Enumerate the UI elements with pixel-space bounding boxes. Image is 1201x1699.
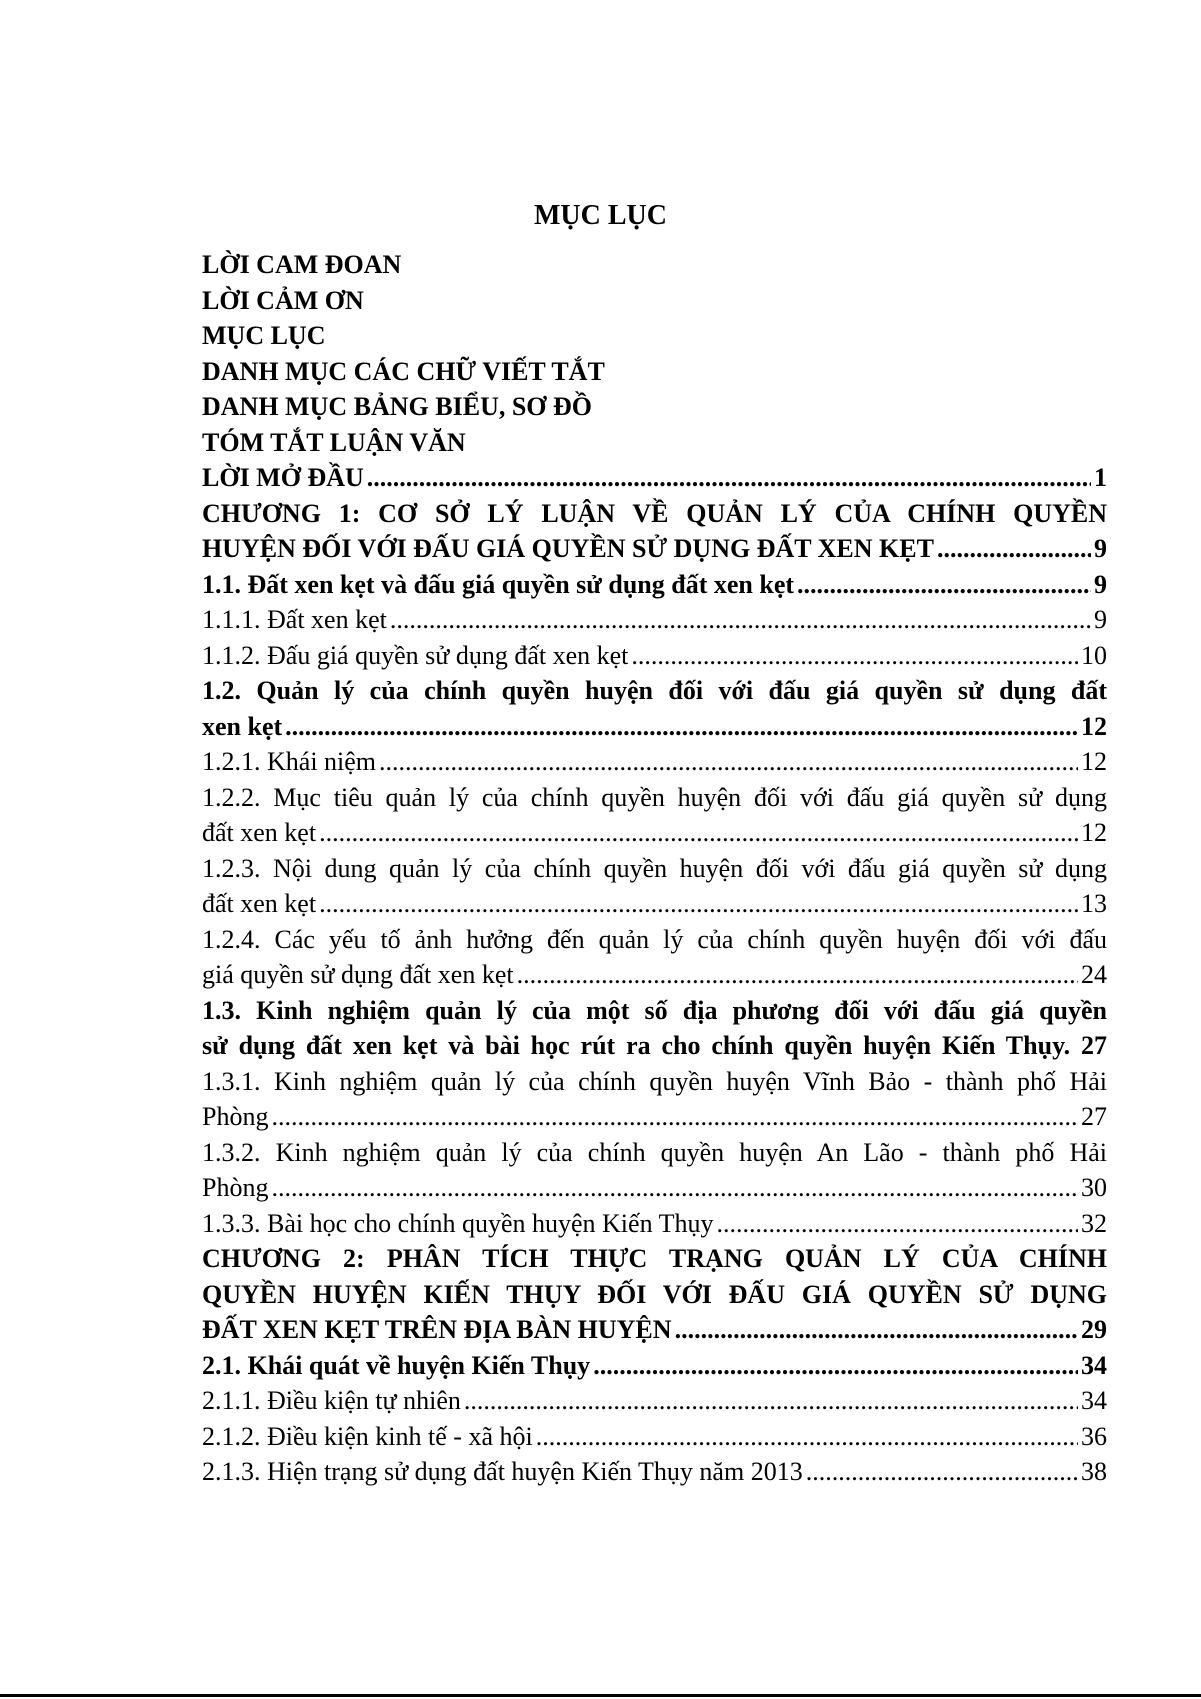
toc-entry xyxy=(202,389,1107,425)
toc-entry xyxy=(202,851,1107,887)
toc-page-number: 1 xyxy=(1094,463,1107,492)
toc-entry-text: LỜI CAM ĐOAN xyxy=(202,250,402,279)
toc-entry-text: MỤC LỤC xyxy=(202,321,326,350)
toc-page-number: 27 xyxy=(1081,1102,1107,1131)
toc-entry xyxy=(202,567,1107,603)
toc-entry-text: 1.3.2. Kinh nghiệm quản lý của chính quyền huyện An Lão - thành phố Hải xyxy=(202,1137,1107,1167)
toc-page-number: 24 xyxy=(1081,960,1107,989)
toc-page-number: 9 xyxy=(1094,605,1107,634)
toc-leader-dots xyxy=(464,1383,1078,1419)
toc-entry-text: xen kẹt xyxy=(202,711,283,741)
toc-entry-text: 1.1.2. Đấu giá quyền sử dụng đất xen kẹt xyxy=(202,640,629,670)
toc-page-number: 12 xyxy=(1081,818,1107,847)
toc-entry xyxy=(202,780,1107,816)
toc-entry-text: đất xen kẹt xyxy=(202,889,317,918)
toc-page-number: 36 xyxy=(1081,1421,1107,1451)
toc-entry xyxy=(202,815,1107,851)
toc-entry-text: QUYỀN HUYỆN KIẾN THỤY ĐỐI VỚI ĐẤU GIÁ QUYỀN SỬ DỤNG xyxy=(202,1279,1107,1309)
toc-entry xyxy=(202,1312,1107,1348)
toc-leader-dots xyxy=(517,957,1078,993)
toc-entry-text: 2.1.2. Điều kiện kinh tế - xã hội xyxy=(202,1421,533,1451)
toc-entry-text: 2.1. Khái quát về huyện Kiến Thụy xyxy=(202,1350,591,1380)
toc-entry xyxy=(202,1099,1107,1135)
toc-entry xyxy=(202,673,1107,709)
toc-entry xyxy=(202,531,1107,567)
toc-page-number: 34 xyxy=(1081,1350,1107,1380)
toc-entry xyxy=(202,1064,1107,1100)
toc-entry xyxy=(202,1454,1107,1490)
toc-leader-dots xyxy=(390,602,1091,638)
toc-entry xyxy=(202,354,1107,390)
toc-entry-text: 1.2.4. Các yếu tố ảnh hưởng đến quản lý của chính quyền huyện đối với đấu xyxy=(202,924,1107,954)
toc-page-number: 32 xyxy=(1081,1208,1107,1238)
toc-entry-text: DANH MỤC CÁC CHỮ VIẾT TẮT xyxy=(202,356,605,386)
toc-entry-text: 1.2.3. Nội dung quản lý của chính quyền huyện đối với đấu giá quyền sử dụng xyxy=(202,853,1107,883)
toc-entry xyxy=(202,1206,1107,1242)
toc-entry-text: CHƯƠNG 2: PHÂN TÍCH THỰC TRẠNG QUẢN LÝ CỦA CHÍNH xyxy=(202,1244,1107,1273)
toc-leader-dots xyxy=(797,567,1091,603)
toc-entry xyxy=(202,957,1107,993)
toc-entry-text: LỜI MỞ ĐẦU xyxy=(202,463,364,492)
toc-entry xyxy=(202,1348,1107,1384)
toc-page-number: 10 xyxy=(1081,640,1107,670)
toc-entry-text: 1.3. Kinh nghiệm quản lý của một số địa phương đối với đấu giá quyền xyxy=(202,995,1107,1025)
toc-leader-dots xyxy=(716,1206,1078,1242)
toc-entry xyxy=(202,1135,1107,1171)
toc-entry xyxy=(202,1419,1107,1455)
toc-leader-dots xyxy=(675,1312,1078,1348)
toc-leader-dots xyxy=(367,460,1091,496)
toc-entry xyxy=(202,1028,1107,1064)
toc-entry-text: LỜI CẢM ƠN xyxy=(202,285,364,315)
toc-page-number: 12 xyxy=(1081,747,1107,776)
toc-entry-text: Phòng xyxy=(202,1173,269,1202)
toc-entry xyxy=(202,283,1107,319)
bottom-border xyxy=(0,1694,1201,1697)
toc-leader-dots xyxy=(536,1419,1078,1455)
toc-entry-text: DANH MỤC BẢNG BIỂU, SƠ ĐỒ xyxy=(202,392,593,421)
toc-entry xyxy=(202,1170,1107,1206)
toc-entry xyxy=(202,602,1107,638)
toc-entry-text: giá quyền sử dụng đất xen kẹt xyxy=(202,960,514,989)
toc-entry-text: 2.1.1. Điều kiện tự nhiên xyxy=(202,1386,461,1415)
toc-leader-dots xyxy=(379,744,1078,780)
toc-page-number: 9 xyxy=(1094,534,1107,563)
toc-entry xyxy=(202,709,1107,745)
toc-entry-text: 1.3.1. Kinh nghiệm quản lý của chính quyền huyện Vĩnh Bảo - thành phố Hải xyxy=(202,1066,1107,1096)
toc-entry xyxy=(202,1383,1107,1419)
toc-entry xyxy=(202,886,1107,922)
toc-entry xyxy=(202,318,1107,354)
toc-entry xyxy=(202,425,1107,461)
toc-entry-text: 1.1.1. Đất xen kẹt xyxy=(202,605,387,634)
toc-leader-dots xyxy=(319,886,1078,922)
toc-entry-text: HUYỆN ĐỐI VỚI ĐẤU GIÁ QUYỀN SỬ DỤNG ĐẤT XEN KẸT xyxy=(202,534,934,563)
toc-leader-dots xyxy=(937,531,1091,567)
toc-entry-text: ĐẤT XEN KẸT TRÊN ĐỊA BÀN HUYỆN xyxy=(202,1315,672,1344)
toc-entry-text: sử dụng đất xen kẹt và bài học rút ra cho chính quyền huyện Kiến Thụy. 27 xyxy=(202,1031,1107,1060)
toc-entry-text: TÓM TẮT LUẬN VĂN xyxy=(202,427,466,457)
toc-entry-text: 1.1. Đất xen kẹt và đấu giá quyền sử dụng đất xen kẹt xyxy=(202,569,795,599)
toc-page-number: 34 xyxy=(1081,1386,1107,1415)
toc-entry xyxy=(202,744,1107,780)
toc-entry xyxy=(202,922,1107,958)
toc-entry xyxy=(202,460,1107,496)
toc-entry xyxy=(202,496,1107,532)
table-of-contents xyxy=(202,247,1107,1490)
toc-page-number: 29 xyxy=(1081,1315,1107,1344)
toc-leader-dots xyxy=(285,709,1078,745)
toc-entry-text: Phòng xyxy=(202,1102,269,1131)
toc-entry xyxy=(202,1277,1107,1313)
toc-leader-dots xyxy=(631,638,1078,674)
toc-entry-text: CHƯƠNG 1: CƠ SỞ LÝ LUẬN VỀ QUẢN LÝ CỦA CHÍNH QUYỀN xyxy=(202,498,1107,528)
toc-leader-dots xyxy=(593,1348,1078,1384)
toc-page-number: 38 xyxy=(1081,1457,1107,1486)
toc-entry-text: 1.2.2. Mục tiêu quản lý của chính quyền huyện đối với đấu giá quyền sử dụng xyxy=(202,782,1107,812)
toc-entry-text: đất xen kẹt xyxy=(202,818,317,847)
toc-entry-text: 2.1.3. Hiện trạng sử dụng đất huyện Kiến Thụy năm 2013 xyxy=(202,1457,803,1486)
toc-entry-text: 1.2.1. Khái niệm xyxy=(202,747,377,776)
toc-page-number: 12 xyxy=(1081,711,1107,741)
toc-page-number: 9 xyxy=(1094,569,1107,599)
toc-leader-dots xyxy=(271,1170,1078,1206)
toc-entry xyxy=(202,638,1107,674)
toc-page-number: 13 xyxy=(1081,889,1107,918)
toc-entry xyxy=(202,993,1107,1029)
toc-leader-dots xyxy=(319,815,1078,851)
page-title: MỤC LỤC xyxy=(534,200,667,231)
toc-leader-dots xyxy=(806,1454,1078,1490)
toc-entry-text: 1.2. Quản lý của chính quyền huyện đối với đấu giá quyền sử dụng đất xyxy=(202,676,1107,705)
toc-entry xyxy=(202,247,1107,283)
toc-entry xyxy=(202,1241,1107,1277)
toc-page-number: 30 xyxy=(1081,1173,1107,1202)
toc-leader-dots xyxy=(271,1099,1078,1135)
toc-entry-text: 1.3.3. Bài học cho chính quyền huyện Kiến Thụy xyxy=(202,1208,714,1238)
